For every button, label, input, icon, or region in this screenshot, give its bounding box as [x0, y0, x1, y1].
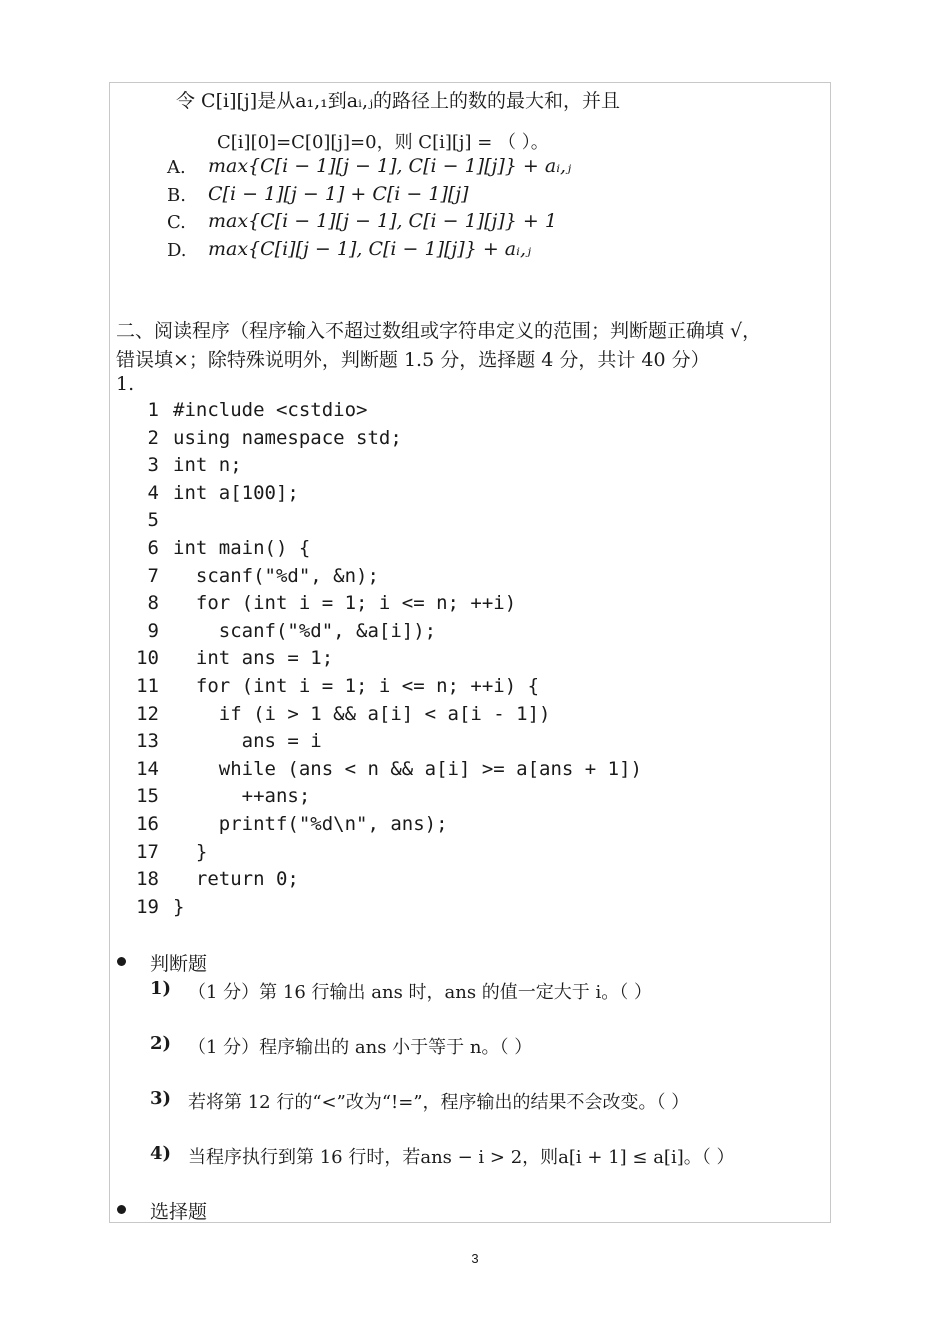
code-text: int n; [173, 454, 242, 477]
option-text: max{C[i − 1][j − 1], C[i − 1][j]} + 1 [208, 210, 557, 232]
line-number: 1 [147, 399, 159, 421]
code-text: int ans = 1; [173, 647, 334, 670]
choice-title: 选择题 [150, 1201, 208, 1223]
code-line [133, 590, 642, 618]
option-text: max{C[i − 1][j − 1], C[i − 1][j]} + aᵢ,ⱼ [208, 155, 572, 177]
bullet-icon [117, 957, 126, 966]
code-text: ans = i [173, 730, 322, 753]
tf-title: 判断题 [150, 953, 208, 975]
tf-item-number: 4) [150, 1143, 172, 1164]
tf-item-text: 当程序执行到第 16 行时，若ans − i > 2，则a[i + 1] ≤ a[i]。（ ） [188, 1147, 735, 1168]
option-letter: A. [167, 157, 186, 178]
question-condition: C[i][0]=C[0][j]=0，则 C[i][j] = （ ）。 [217, 132, 549, 153]
line-number: 14 [136, 757, 159, 780]
code-text: int main() { [173, 536, 311, 559]
line-number: 16 [136, 812, 159, 835]
code-line [133, 756, 642, 784]
tf-item-text: 若将第 12 行的“<”改为“!=”，程序输出的结果不会改变。（ ） [188, 1092, 690, 1113]
line-number: 3 [147, 454, 159, 477]
code-line [133, 563, 642, 591]
program-number: 1. [116, 373, 135, 395]
code-text: using namespace std; [173, 426, 402, 449]
section-heading-line1: 二、阅读程序（程序输入不超过数组或字符串定义的范围；判断题正确填 √， [116, 320, 762, 342]
line-number: 19 [136, 895, 159, 918]
line-number: 9 [147, 619, 159, 642]
line-number: 7 [147, 564, 159, 587]
code-text: scanf("%d", &n); [173, 564, 379, 587]
tf-item-number: 3) [150, 1088, 172, 1109]
tf-item-text: （1 分）第 16 行输出 ans 时，ans 的值一定大于 i。（ ） [188, 982, 653, 1003]
code-line [133, 811, 642, 839]
bullet-icon [117, 1205, 126, 1214]
line-number: 8 [147, 592, 159, 615]
code-text: } [173, 895, 185, 918]
option-text: max{C[i][j − 1], C[i − 1][j]} + aᵢ,ⱼ [208, 238, 532, 260]
line-number: 10 [136, 647, 159, 670]
code-text: while (ans < n && a[i] >= a[ans + 1]) [173, 757, 642, 780]
code-line [133, 535, 642, 563]
code-text: scanf("%d", &a[i]); [173, 619, 437, 642]
code-text: int a[100]; [173, 481, 299, 504]
code-line [133, 397, 642, 425]
code-line [133, 783, 642, 811]
code-line [133, 728, 642, 756]
tf-item-number: 2) [150, 1033, 172, 1054]
option-letter: D. [167, 240, 187, 261]
code-text: } [173, 840, 208, 863]
question-intro: 令 C[i][j]是从a₁,₁到aᵢ,ⱼ的路径上的数的最大和，并且 [176, 90, 621, 112]
code-text: return 0; [173, 868, 299, 891]
line-number: 13 [136, 730, 159, 753]
code-line [133, 507, 642, 535]
line-number: 5 [147, 509, 159, 532]
line-number: 4 [147, 481, 159, 504]
code-line [133, 701, 642, 729]
tf-item-text: （1 分）程序输出的 ans 小于等于 n。（ ） [188, 1037, 533, 1058]
code-text: ++ans; [173, 785, 311, 808]
line-number: 2 [147, 426, 159, 449]
line-number: 15 [136, 785, 159, 808]
code-text: for (int i = 1; i <= n; ++i) [173, 592, 517, 615]
code-listing [133, 397, 642, 921]
tf-item-number: 1) [150, 978, 172, 999]
line-number: 12 [136, 702, 159, 725]
code-line [133, 839, 642, 867]
code-text: printf("%d\n", ans); [173, 812, 448, 835]
code-line [133, 673, 642, 701]
line-number: 18 [136, 868, 159, 891]
line-number: 11 [136, 674, 159, 697]
code-text: for (int i = 1; i <= n; ++i) { [173, 674, 540, 697]
code-line [133, 866, 642, 894]
code-line [133, 618, 642, 646]
option-letter: C. [167, 212, 186, 233]
option-letter: B. [167, 185, 186, 206]
code-text: if (i > 1 && a[i] < a[i - 1]) [173, 702, 551, 725]
section-heading-line2: 错误填×；除特殊说明外，判断题 1.5 分，选择题 4 分，共计 40 分） [116, 349, 710, 371]
code-line [133, 452, 642, 480]
code-line [133, 645, 642, 673]
code-line [133, 480, 642, 508]
line-number: 17 [136, 840, 159, 863]
page-number: 3 [471, 1251, 479, 1266]
code-line [133, 425, 642, 453]
line-number: 6 [147, 536, 159, 559]
option-text: C[i − 1][j − 1] + C[i − 1][j] [208, 183, 469, 205]
code-text: #include <cstdio> [173, 399, 368, 421]
code-line [133, 894, 642, 922]
